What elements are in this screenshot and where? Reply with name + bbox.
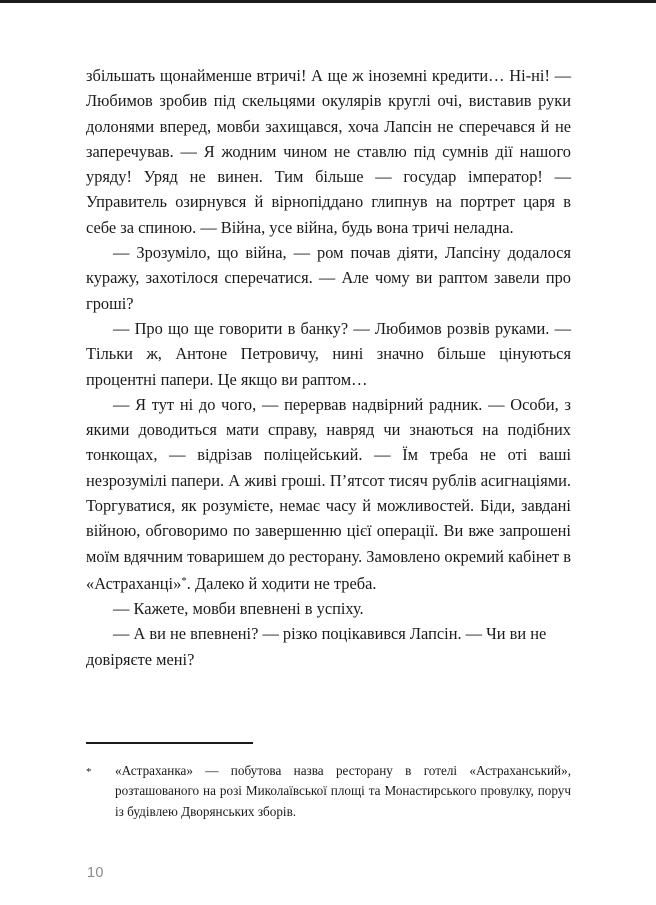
page-number: 10 bbox=[87, 865, 104, 881]
paragraph-2: — Зрозуміло, що війна, — ром почав діяти, Лапсіну додалося куражу, захотілося сперечатися. — Але чому ви раптом завели про гроші? bbox=[86, 243, 571, 313]
paragraph-4-tail: . Далеко й ходити не треба. bbox=[186, 573, 377, 593]
paragraph-1: збільшать щонайменше втричі! А ще ж іноземні кредити… Ні-ні! — Любимов зробив під скельцями окулярів круглі очі, виставив руки долонями вперед, мовби захищався, хоча Лапсін не сперечався й не заперечував. — Я жодним чином не ставлю під сумнів дії нашого уряду! Уряд не винен. Тим більше — государ імператор! — Управитель озирнувся й вірнопіддано глипнув на портрет царя в себе за спиною. — Війна, усе війна, будь вона тричі неладна. bbox=[86, 66, 571, 237]
paragraph-5: — Кажете, мовби впевнені в успіху. bbox=[113, 599, 364, 619]
paragraph-6: — А ви не впевнені? — різко поцікавився Лапсін. — Чи ви не довіряєте мені? bbox=[86, 624, 547, 669]
footnote-reference-icon[interactable]: * bbox=[181, 574, 187, 587]
paragraph-4-main: — Я тут ні до чого, — перервав надвірний радник. — Особи, з якими доводиться мати справу, навряд чи знаються на подібних тонкощах, — відрізав поліцейський. — Їм треба не оті ваші незрозумілі папери. А живі гроші. П’ятсот тисяч рублів асигнаціями. Торгуватися, як розумієте, немає часу й можливостей. Біди, завдані війною, обговоримо по завершенню цієї операції. Ви вже запрошені моїм вдячним товаришем до ресторану. Замовлено окремий кабінет в «Астраханці» bbox=[86, 394, 571, 593]
paragraph-4 bbox=[86, 392, 571, 596]
top-edge-bar bbox=[0, 0, 656, 3]
footnote-marker: * bbox=[86, 765, 92, 778]
footnote-row bbox=[86, 761, 571, 823]
footnote-text: «Астраханка» — побутова назва ресторану в готелі «Астраханський», розташованого на розі Миколаївської площі та Монастирського провулку, поруч із будівлею Дворянських зборів. bbox=[115, 762, 571, 820]
footnote-block bbox=[86, 742, 571, 823]
body-text-column bbox=[86, 63, 571, 672]
paragraph-3: — Про що ще говорити в банку? — Любимов розвів руками. — Тільки ж, Антоне Петровичу, нині значно більше цінуються процентні папери. Це якщо ви раптом… bbox=[86, 318, 571, 389]
footnote-separator-rule bbox=[86, 742, 253, 744]
